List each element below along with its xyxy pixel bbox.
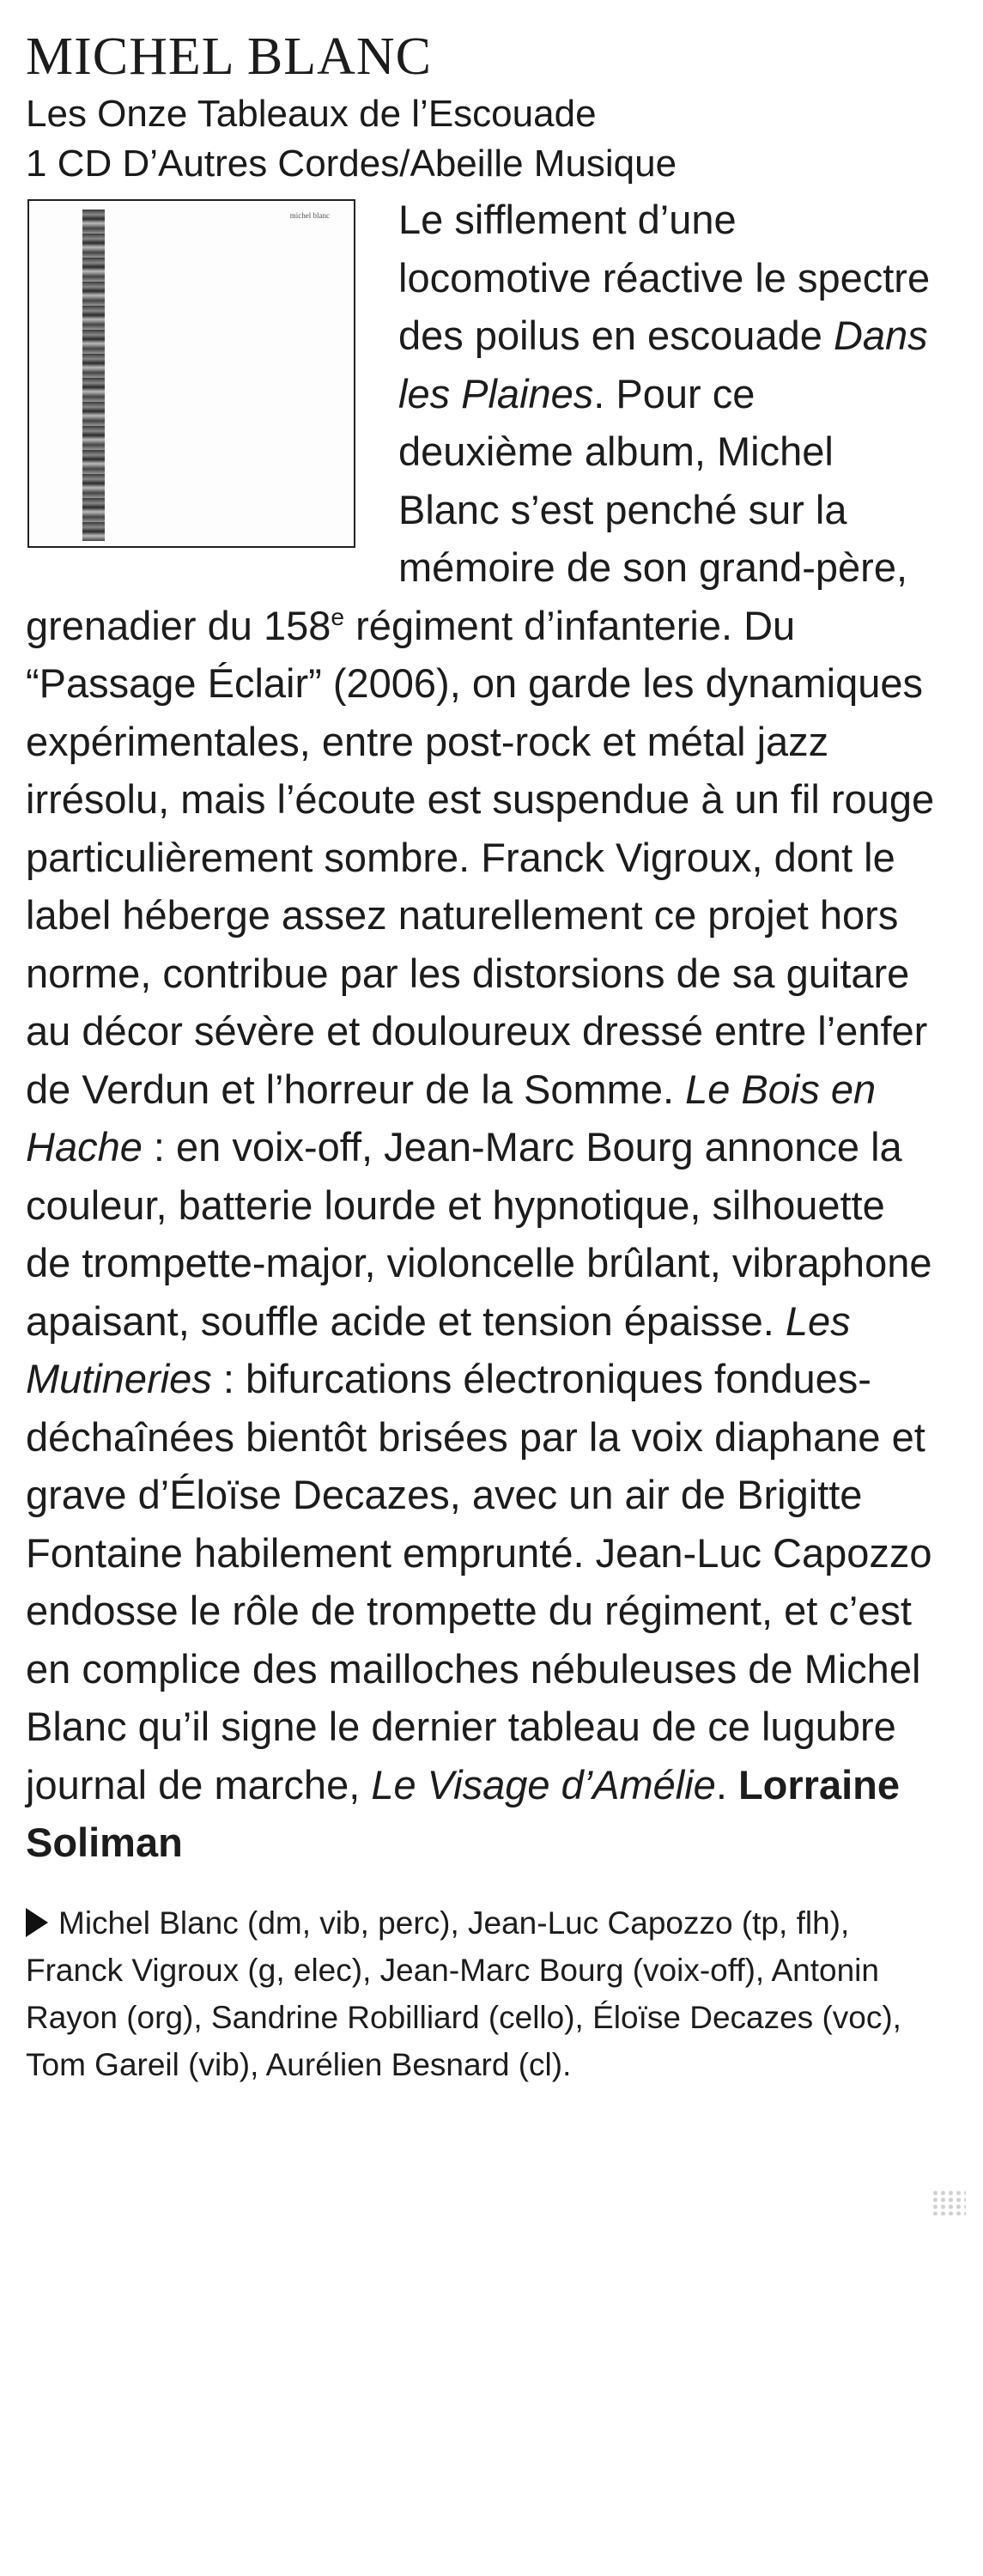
scan-speck [931, 2190, 966, 2215]
track-title: Le Visage d’Amélie [371, 1761, 716, 1807]
cover-title: michel blanc [289, 211, 330, 220]
review-text: Le sifflement d’une locomotive réactive le spectre des poilus en escouade [398, 197, 931, 358]
track-title: Les Mutineries [26, 1297, 851, 1401]
review-article [26, 24, 940, 2120]
review-author: Lorraine Soliman [26, 1761, 900, 1865]
ordinal-suffix: e [331, 602, 345, 630]
track-title: Le Bois en Hache [26, 1066, 877, 1170]
track-title: Dans les Plaines [398, 313, 928, 416]
cover-photo-strip [82, 210, 105, 541]
album-cover-image [27, 199, 355, 548]
artist-name: MICHEL BLANC [26, 27, 432, 86]
triangle-arrow-icon [26, 1908, 48, 1937]
credits-text: Michel Blanc (dm, vib, perc), Jean-Luc Capozzo (tp, flh), Franck Vigroux (g, elec), Jean-Marc Bourg (voix-off), Antonin Rayon (org), Sandrine Robilliard (cello), Éloïse Decazes (voc), Tom Gareil (vib), Aurélien Besnard (cl). [26, 1905, 901, 2082]
review-text: . Pour ce deuxième album, Michel Blanc s’est penché sur la mémoire de son grand-père, grenadier du 158 [26, 370, 908, 648]
review-text: : bifurcations électroniques fondues-déchaînées bientôt brisées par la voix diaphane et grave d’Éloïse Decazes, avec un air de Brigitte Fontaine habilement emprunté. Jean-Luc Capozzo endosse le rôle de trompette du régiment, et c’est en complice des mailloches nébuleuses de Michel Blanc qu’il signe le dernier tableau de ce lugubre journal de marche, [26, 1356, 932, 1807]
review-text: . [715, 1761, 738, 1807]
format-label: 1 CD D’Autres Cordes/Abeille Musique [26, 143, 677, 185]
musician-credits [26, 1899, 940, 2088]
album-title: Les Onze Tableaux de l’Escouade [26, 93, 597, 135]
review-text: : en voix-off, Jean-Marc Bourg annonce la couleur, batterie lourde et hypnotique, silhouette de trompette-major, violoncelle brûlant, vibraphone apaisant, souffle acide et tension épaisse. [26, 1124, 932, 1344]
review-text: régiment d’infanterie. Du “Passage Éclair” (2006), on garde les dynamiques expérimentales, entre post-rock et métal jazz irrésolu, mais l’écoute est suspendue à un fil rouge particulièrement sombre. Franck Vigroux, dont le label héberge assez naturellement ce projet hors norme, contribue par les distorsions de sa guitare au décor sévère et douloureux dressé entre l’enfer de Verdun et l’horreur de la Somme. [26, 602, 935, 1112]
